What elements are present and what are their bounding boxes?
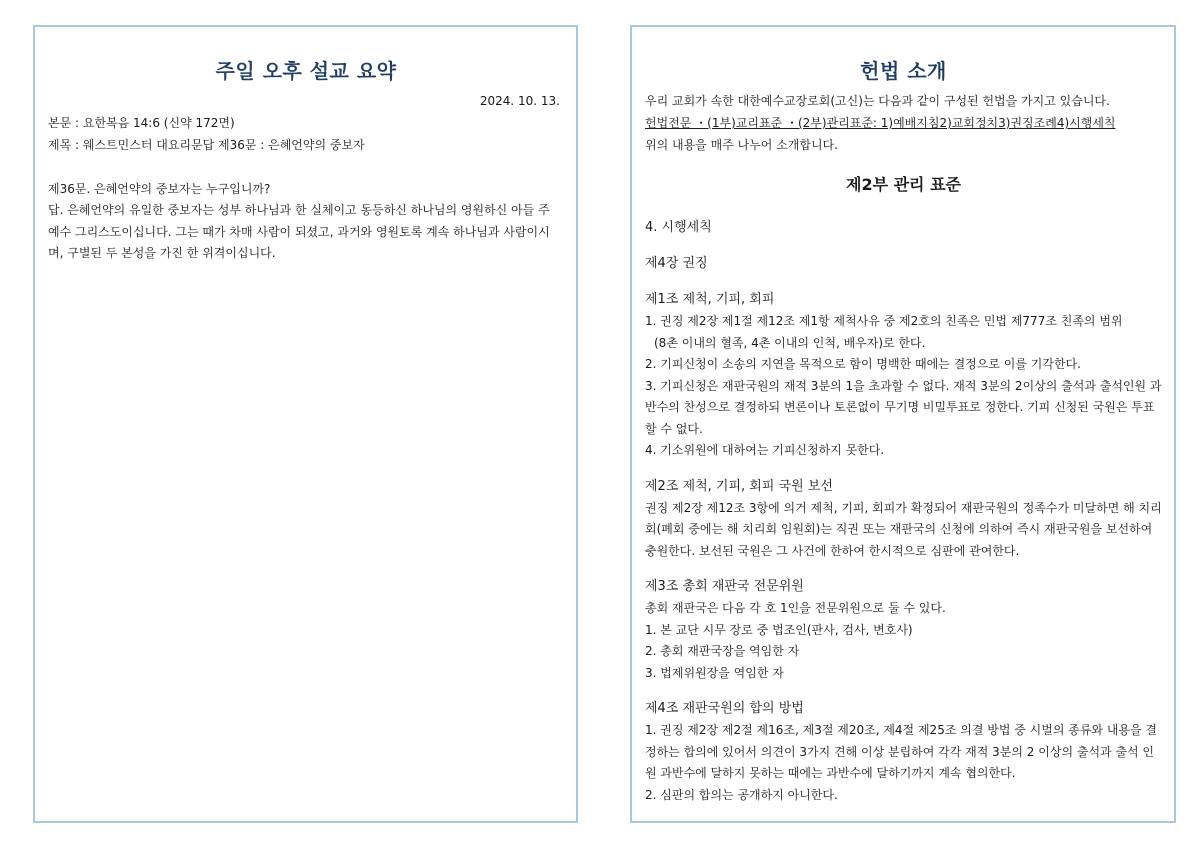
constitution-title: 헌법 소개 bbox=[860, 59, 947, 83]
constitution-structure: 헌법전문 ・(1부)교리표준 ・(2부)관리표준: 1)예배지침2)교회정치3)권징조례4)시행세칙 bbox=[645, 116, 1116, 130]
article-3-item: 1. 본 교단 시무 장로 중 법조인(판사, 검사, 변호사) bbox=[645, 622, 913, 637]
article-1-item: (8촌 이내의 혈족, 4촌 이내의 인척, 배우자)로 한다. bbox=[654, 335, 926, 350]
part-title: 제2부 관리 표준 bbox=[845, 175, 961, 194]
article-1-item: 3. 기피신청은 재판국원의 재적 3분의 1을 초과할 수 없다. 재적 3분의 2이상의 출석과 출석인원 과반수의 찬성으로 결정하되 변론이나 토론없이 무기명 비밀투표로 정한다. 기피 신청된 국원은 투표할 수 없다. bbox=[645, 378, 1162, 436]
article-1-item: 4. 기소위원에 대하여는 기피신청하지 못한다. bbox=[645, 443, 885, 457]
sermon-date: 2024. 10. 13. bbox=[479, 94, 560, 108]
article-1-item: 1. 권징 제2장 제1절 제12조 제1항 제척사유 중 제2호의 친족은 민법 제777조 친족의 범위 bbox=[645, 314, 1123, 328]
article-1-title: 제1조 제척, 기피, 회피 bbox=[645, 292, 775, 307]
article-1-item: 2. 기피신청이 소송의 지연을 목적으로 함이 명백한 때에는 결정으로 이를 기각한다. bbox=[645, 357, 1081, 371]
article-2-title: 제2조 제척, 기피, 회피 국원 보선 bbox=[645, 478, 833, 494]
sermon-title: 주일 오후 설교 요약 bbox=[215, 59, 397, 83]
article-3-item: 2. 총회 재판국장을 역임한 자 bbox=[645, 644, 800, 658]
constitution-panel bbox=[630, 25, 1176, 823]
catechism-question: 제36문. 은혜언약의 중보자는 누구입니까? bbox=[48, 182, 271, 196]
article-4-item: 2. 심판의 합의는 공개하지 아니한다. bbox=[645, 787, 838, 802]
sermon-summary-panel bbox=[33, 25, 578, 823]
article-3-item: 총회 재판국은 다음 각 호 1인을 전문위원으로 둘 수 있다. bbox=[645, 601, 946, 615]
chapter-heading: 제4장 권징 bbox=[645, 256, 708, 271]
article-2-body: 권징 제2장 제12조 3항에 의거 제척, 기피, 회피가 확정되어 재판국원의 정족수가 미달하면 해 치리회(폐회 중에는 해 치리회 임원회)는 직권 또는 재판국의 신청에 의하여 즉시 재판국원을 보선하여 충원한다. 보선된 국원은 그 사건에 한하여 한시적으로 심판에 관여한다. bbox=[645, 500, 1162, 558]
article-3-title: 제3조 총회 재판국 전문위원 bbox=[645, 579, 804, 594]
article-3-item: 3. 법제위원장을 역임한 자 bbox=[645, 665, 784, 680]
constitution-intro: 우리 교회가 속한 대한예수교장로회(고신)는 다음과 같이 구성된 헌법을 가지고 있습니다. bbox=[645, 94, 1110, 108]
article-4-item: 1. 권징 제2장 제2절 제16조, 제3절 제20조, 제4절 제25조 의결 방법 중 시벌의 종류와 내용을 결정하는 합의에 있어서 의견이 3가지 견해 이상 분립하여 각각 재적 3분의 2 이상의 출석과 출석 인원 과반수에 달하지 못하는 때에는 과반수에 달하기까지 계속 협의한다. bbox=[645, 723, 1157, 780]
catechism-answer: 답. 은혜언약의 유일한 중보자는 성부 하나님과 한 실체이고 동등하신 하나님의 영원하신 아들 주 예수 그리스도이십니다. 그는 때가 차매 사람이 되셨고, 과거와 영원토록 계속 하나님과 사람이시며, 구별된 두 본성을 가진 한 위격이십니다. bbox=[48, 203, 550, 260]
article-4-title: 제4조 재판국원의 합의 방법 bbox=[645, 701, 804, 716]
section-heading: 4. 시행세칙 bbox=[645, 220, 712, 235]
constitution-note: 위의 내용을 매주 나누어 소개합니다. bbox=[645, 138, 838, 152]
scripture-reference: 본문 : 요한복음 14:6 (신약 172면) bbox=[48, 116, 235, 130]
sermon-subject: 제목 : 웨스트민스터 대요리문답 제36문 : 은혜언약의 중보자 bbox=[48, 138, 365, 152]
